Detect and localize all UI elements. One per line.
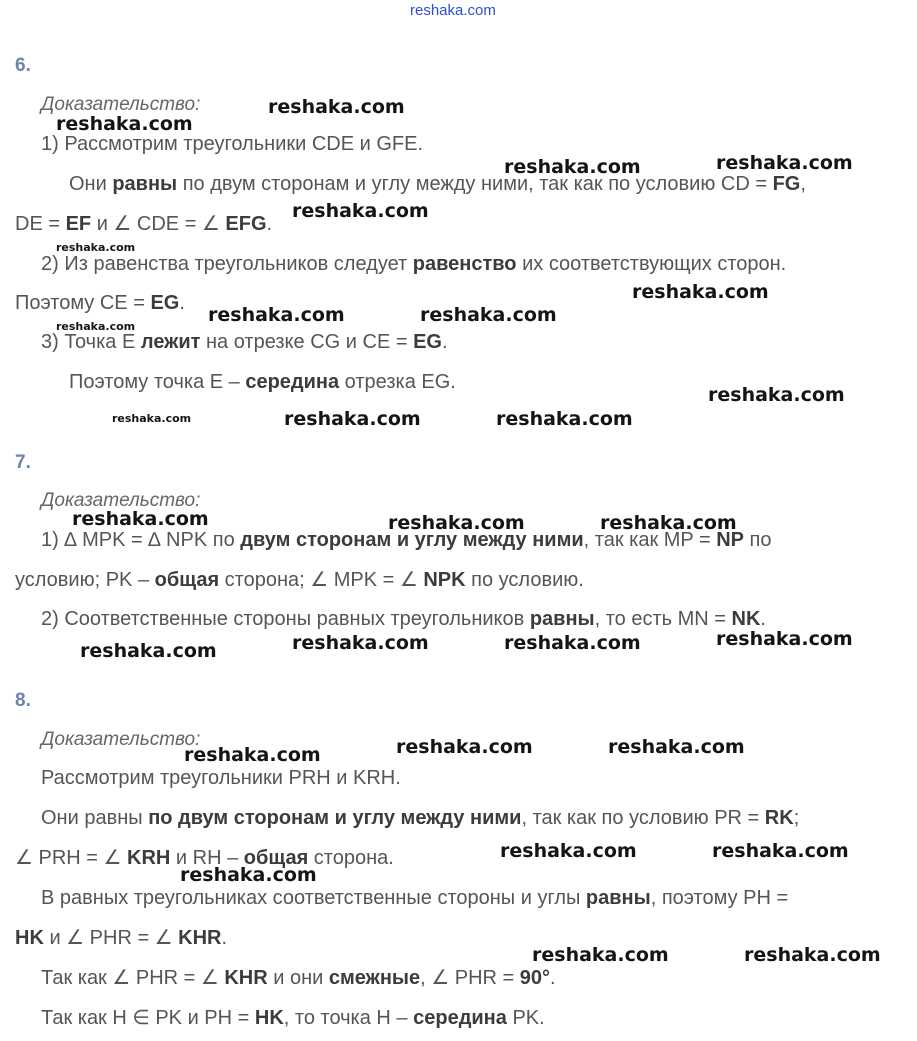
task-6-step-1-cont: DE = EF и ∠ CDE = ∠ EFG. — [15, 213, 273, 235]
task-6-step-2: 2) Из равенства треугольников следует равенство их соответствующих сторон. — [41, 253, 787, 275]
watermark: reshaka.com — [716, 628, 853, 650]
watermark-small: reshaka.com — [112, 412, 192, 425]
watermark: reshaka.com — [496, 408, 633, 430]
watermark: reshaka.com — [632, 281, 769, 303]
task-8-step-4: Так как ∠ PHR = ∠ KHR и они смежные, ∠ PHR = 90°. — [41, 967, 556, 989]
watermark: reshaka.com — [56, 113, 193, 135]
watermark: reshaka.com — [420, 304, 557, 326]
task-8-proof-label: Доказательство: — [41, 729, 201, 750]
watermark: reshaka.com — [532, 944, 669, 966]
watermark: reshaka.com — [180, 864, 317, 886]
watermark-small: reshaka.com — [56, 241, 136, 254]
task-7-step-2: 2) Соответственные стороны равных треугольников равны, то есть MN = NK. — [41, 608, 766, 630]
task-6-step-1-reason: Они равны по двум сторонам и углу между ними, так как по условию CD = FG, — [69, 173, 806, 195]
watermark: reshaka.com — [708, 384, 845, 406]
watermark-small: reshaka.com — [56, 320, 136, 333]
watermark: reshaka.com — [292, 632, 429, 654]
task-6-step-1: 1) Рассмотрим треугольники CDE и GFE. — [41, 133, 424, 155]
task-7-step-1-cont: условию; PK – общая сторона; ∠ MPK = ∠ NPK по условию. — [15, 569, 584, 591]
watermark: reshaka.com — [284, 408, 421, 430]
task-6-number: 6. — [15, 55, 31, 76]
task-8-step-3-cont: HK и ∠ PHR = ∠ KHR. — [15, 927, 228, 949]
watermark: reshaka.com — [184, 744, 321, 766]
watermark: reshaka.com — [208, 304, 345, 326]
watermark: reshaka.com — [504, 156, 641, 178]
task-7-number: 7. — [15, 452, 31, 473]
watermark: reshaka.com — [504, 632, 641, 654]
watermark: reshaka.com — [500, 840, 637, 862]
task-6-conclusion: Поэтому точка E – середина отрезка EG. — [69, 371, 456, 393]
watermark: reshaka.com — [744, 944, 881, 966]
task-8-conclusion: Так как H ∈ PK и PH = HK, то точка H – середина PK. — [41, 1007, 545, 1029]
watermark: reshaka.com — [80, 640, 217, 662]
task-8-step-2: Они равны по двум сторонам и углу между ними, так как по условию PR = RK; — [41, 807, 800, 829]
task-6-step-3: 3) Точка E лежит на отрезке CG и CE = EG. — [41, 331, 448, 353]
watermark: reshaka.com — [716, 152, 853, 174]
task-7-step-1: 1) ∆ MPK = ∆ NPK по двум сторонам и углу между ними, так как MP = NP по — [41, 529, 772, 551]
task-8-number: 8. — [15, 690, 31, 711]
watermark: reshaka.com — [292, 200, 429, 222]
site-header: reshaka.com — [410, 2, 496, 19]
task-6-proof-label: Доказательство: — [41, 94, 201, 115]
task-6-step-2-cont: Поэтому CE = EG. — [15, 292, 185, 314]
task-8-step-1: Рассмотрим треугольники PRH и KRH. — [41, 767, 401, 789]
watermark: reshaka.com — [608, 736, 745, 758]
watermark: reshaka.com — [712, 840, 849, 862]
watermark: reshaka.com — [72, 508, 209, 530]
watermark: reshaka.com — [600, 512, 737, 534]
watermark: reshaka.com — [268, 96, 405, 118]
watermark: reshaka.com — [388, 512, 525, 534]
task-8-step-2-cont: ∠ PRH = ∠ KRH и RH – общая сторона. — [15, 847, 394, 869]
task-8-step-3: В равных треугольниках соответственные стороны и углы равны, поэтому PH = — [41, 887, 789, 909]
watermark: reshaka.com — [396, 736, 533, 758]
task-7-proof-label: Доказательство: — [41, 490, 201, 511]
